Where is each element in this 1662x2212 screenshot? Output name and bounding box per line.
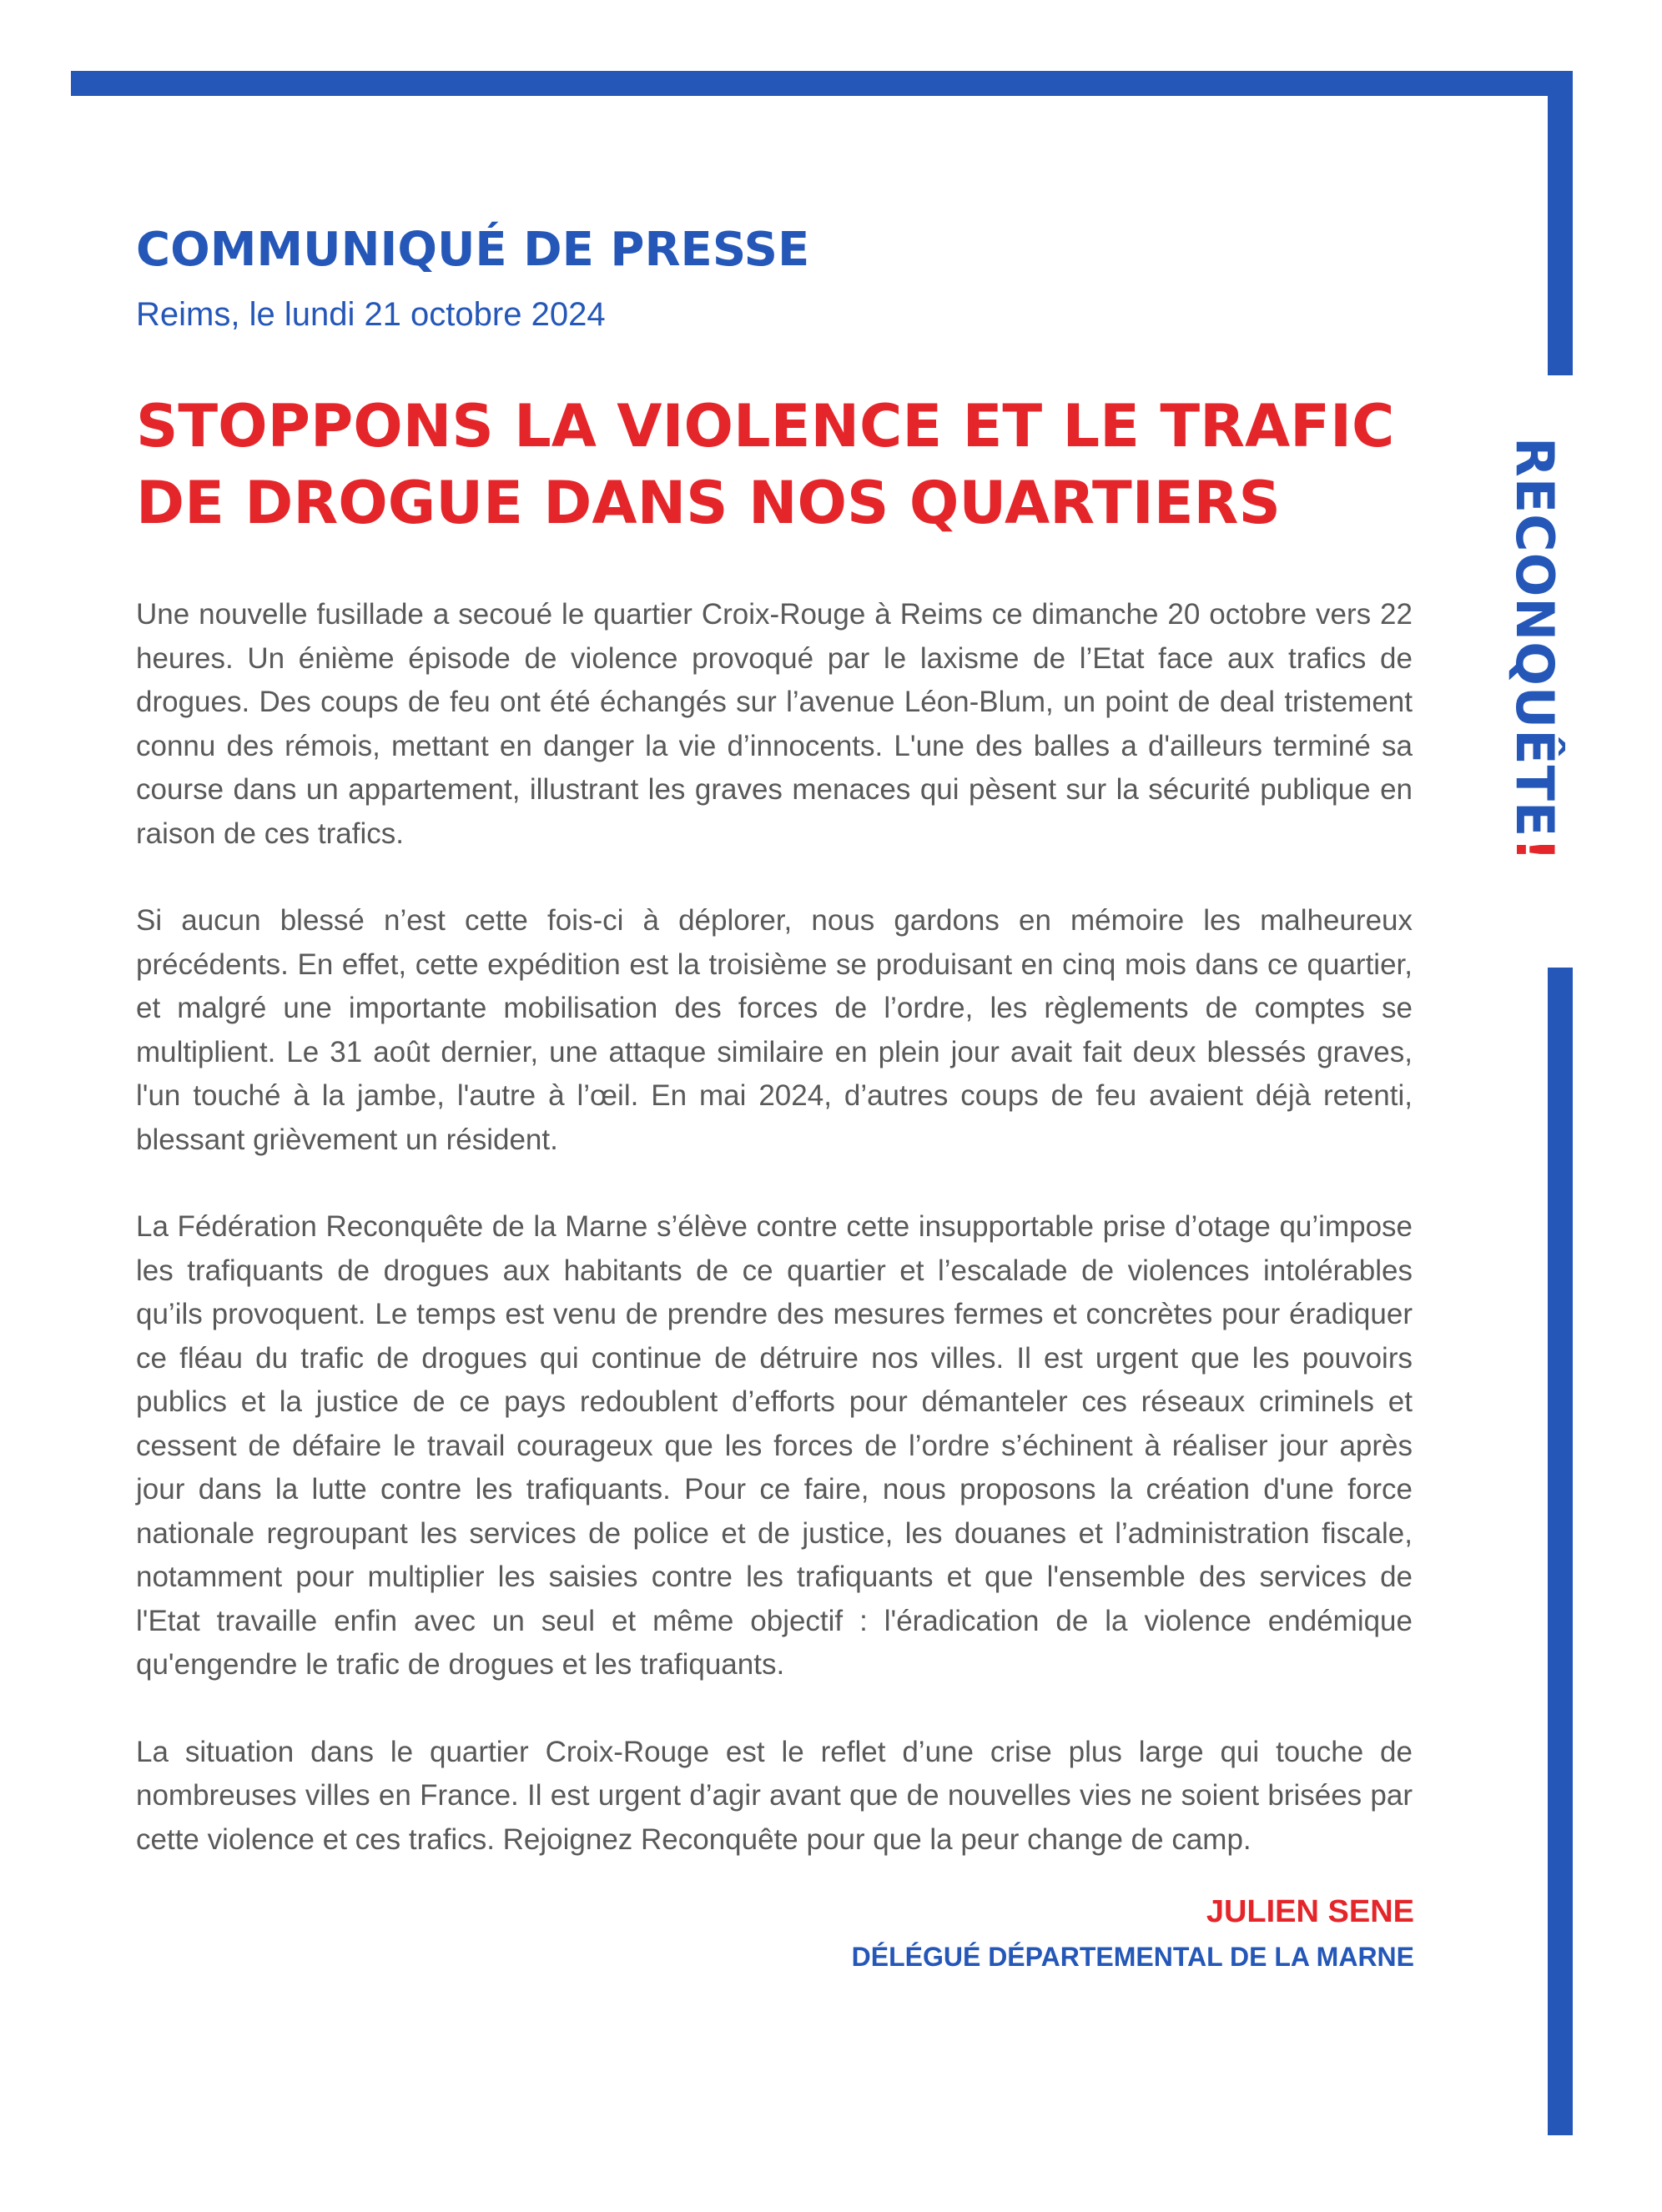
body-text [136,593,1413,1905]
frame-right-bar-upper [1548,71,1573,375]
headline-line-1: STOPPONS LA VIOLENCE ET LE TRAFIC [136,392,1395,460]
logo-text: RECONQUÊTE [1504,437,1565,838]
paragraph-1: Une nouvelle fusillade a secoué le quartier Croix-Rouge à Reims ce dimanche 20 octobre vers 22 heures. Un énième épisode de violence provoqué par le laxisme de l’Etat face aux trafics de drogues. Des coups de feu ont été échangés sur l’avenue Léon-Blum, un point de deal tristement connu des rémois, mettant en danger la vie d’innocents. L'une des balles a d'ailleurs terminé sa course dans un appartement, illustrant les graves menaces qui pèsent sur la sécurité publique en raison de ces trafics. [136,598,1413,850]
frame-top-bar [71,71,1573,96]
logo-exclamation: ! [1504,837,1565,862]
signatory-role: DÉLÉGUÉ DÉPARTEMENTAL DE LA MARNE [851,1942,1414,1972]
paragraph-2: Si aucun blessé n’est cette fois-ci à déplorer, nous gardons en mémoire les malheureux précédents. En effet, cette expédition est la troisième se produisant en cinq mois dans ce quartier, et malgré une importante mobilisation des forces de l’ordre, les règlements de comptes se multiplient. Le 31 août dernier, une attaque similaire en plein jour avait fait deux blessés graves, l'un touché à la jambe, l'autre à l’œil. En mai 2024, d’autres coups de feu avaient déjà retenti, blessant grièvement un résident. [136,904,1413,1156]
dateline: Reims, le lundi 21 octobre 2024 [136,296,606,333]
reconquete-logo-wordmark [1504,437,1565,862]
paragraph-4: La situation dans le quartier Croix-Rouge est le reflet d’une crise plus large qui touche de nombreuses villes en France. Il est urgent d’agir avant que de nouvelles vies ne soient brisées par cette violence et ces trafics. Rejoignez Reconquête pour que la peur change de camp. [136,1735,1413,1856]
headline-line-2: DE DROGUE DANS NOS QUARTIERS [136,469,1281,537]
press-release-label: COMMUNIQUÉ DE PRESSE [136,223,810,277]
frame-right-bar-lower [1548,968,1573,2135]
paragraph-3: La Fédération Reconquête de la Marne s’élève contre cette insupportable prise d’otage qu’impose les trafiquants de drogues aux habitants de ce quartier et l’escalade de violences intolérables qu’ils provoquent. Le temps est venu de prendre des mesures fermes et concrètes pour éradiquer ce fléau du trafic de drogues qui continue de détruire nos villes. Il est urgent que les pouvoirs publics et la justice de ce pays redoublent d’efforts pour démanteler ces réseaux criminels et cessent de défaire le travail courageux que les forces de l’ordre s’échinent à réaliser jour après jour dans la lutte contre les trafiquants. Pour ce faire, nous proposons la création d'une force nationale regroupant les services de police et de justice, les douanes et l’administration fiscale, notamment pour multiplier les saisies contre les trafiquants et que l'ensemble des services de l'Etat travaille enfin avec un seul et même objectif : l'éradication de la violence endémique qu'engendre le trafic de drogues et les trafiquants. [136,1210,1413,1681]
signature-block [852,1889,1414,1979]
headline [136,388,1471,541]
signatory-name: JULIEN SENE [1206,1894,1414,1929]
